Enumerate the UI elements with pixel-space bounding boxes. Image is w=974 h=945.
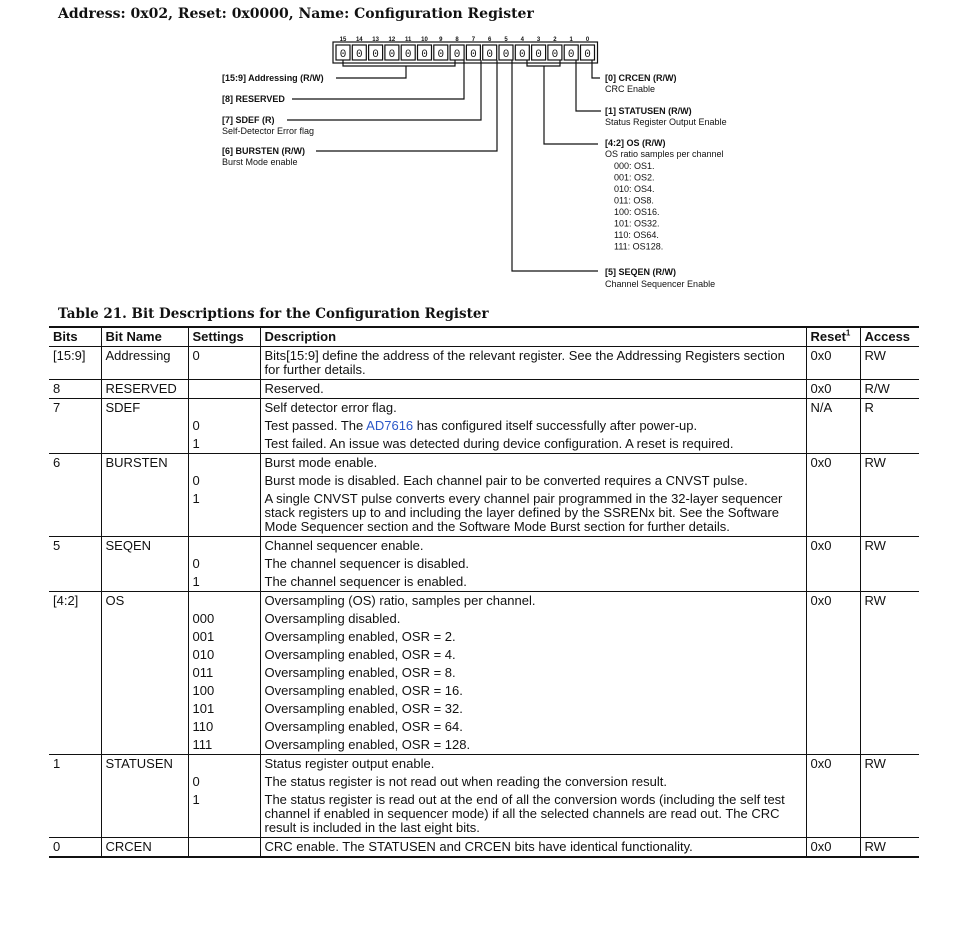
cell-bit-name: SDEF bbox=[101, 399, 188, 418]
table-row bbox=[49, 347, 919, 380]
cell-reset bbox=[806, 573, 860, 592]
desc-text: has configured itself successfully after power-up. bbox=[413, 418, 698, 433]
cell-access bbox=[860, 628, 919, 646]
cell-settings bbox=[188, 537, 260, 556]
cell-bit-name: CRCEN bbox=[101, 838, 188, 858]
cell-access bbox=[860, 573, 919, 592]
cell-bit-name bbox=[101, 718, 188, 736]
cell-settings: 101 bbox=[188, 700, 260, 718]
cell-access bbox=[860, 555, 919, 573]
col-header-access: Access bbox=[860, 327, 919, 347]
cell-bit-name bbox=[101, 573, 188, 592]
cell-bit-name bbox=[101, 682, 188, 700]
cell-reset bbox=[806, 773, 860, 791]
cell-access: RW bbox=[860, 755, 919, 774]
bit-number-label: 7 bbox=[471, 37, 476, 43]
cell-settings bbox=[188, 380, 260, 399]
cell-settings bbox=[188, 592, 260, 611]
diagram-desc-bursten: Burst Mode enable bbox=[222, 157, 298, 167]
cell-access: R bbox=[860, 399, 919, 418]
bit-value: 0 bbox=[372, 49, 379, 61]
cell-reset: 0x0 bbox=[806, 537, 860, 556]
bit-number-label: 13 bbox=[372, 37, 379, 43]
cell-access bbox=[860, 646, 919, 664]
cell-bit-name: BURSTEN bbox=[101, 454, 188, 473]
cell-bits: 1 bbox=[49, 755, 101, 774]
bit-value-boxes bbox=[333, 42, 598, 63]
cell-reset bbox=[806, 791, 860, 838]
diagram-label-os: [4:2] OS (R/W) bbox=[605, 138, 666, 148]
table-row bbox=[49, 718, 919, 736]
diagram-os-value: 011: OS8. bbox=[614, 195, 654, 206]
table-row bbox=[49, 646, 919, 664]
table-row bbox=[49, 592, 919, 611]
cell-description: The channel sequencer is disabled. bbox=[260, 555, 806, 573]
diagram-desc-sdef: Self-Detector Error flag bbox=[222, 126, 315, 136]
table-header-row bbox=[49, 327, 919, 347]
cell-access bbox=[860, 791, 919, 838]
cell-description: Oversampling enabled, OSR = 4. bbox=[260, 646, 806, 664]
cell-description: The status register is read out at the end of all the conversion words (including the self test channel if enabled in sequencer mode) if all the selected channels are read out. The CRC result is included in the last eight bits. bbox=[260, 791, 806, 838]
table-row bbox=[49, 700, 919, 718]
diagram-os-value: 110: OS64. bbox=[614, 230, 659, 240]
diagram-label-reserved: [8] RESERVED bbox=[222, 94, 285, 104]
diagram-os-values bbox=[614, 161, 663, 252]
cell-description: Oversampling enabled, OSR = 32. bbox=[260, 700, 806, 718]
cell-description: The channel sequencer is enabled. bbox=[260, 573, 806, 592]
cell-settings: 110 bbox=[188, 718, 260, 736]
cell-bits bbox=[49, 610, 101, 628]
cell-bits bbox=[49, 435, 101, 454]
cell-settings: 010 bbox=[188, 646, 260, 664]
cell-description: Burst mode is disabled. Each channel pair to be converted requires a CNVST pulse. bbox=[260, 472, 806, 490]
col-header-bit-name: Bit Name bbox=[101, 327, 188, 347]
cell-reset: 0x0 bbox=[806, 380, 860, 399]
cell-access bbox=[860, 700, 919, 718]
col-header-reset: Reset$^1$ bbox=[806, 327, 860, 347]
bit-number-label: 1 bbox=[569, 37, 573, 43]
bit-value: 0 bbox=[355, 49, 363, 61]
cell-reset: N/A bbox=[806, 399, 860, 418]
bit-number-label: 12 bbox=[388, 37, 396, 43]
cell-description: Oversampling enabled, OSR = 128. bbox=[260, 736, 806, 755]
cell-description: Oversampling enabled, OSR = 16. bbox=[260, 682, 806, 700]
table-row bbox=[49, 555, 919, 573]
cell-bit-name bbox=[101, 472, 188, 490]
cell-description: Channel sequencer enable. bbox=[260, 537, 806, 556]
table-row bbox=[49, 736, 919, 755]
table-row bbox=[49, 773, 919, 791]
table-row bbox=[49, 664, 919, 682]
cell-description: Burst mode enable. bbox=[260, 454, 806, 473]
cell-bits bbox=[49, 682, 101, 700]
cell-bits bbox=[49, 664, 101, 682]
bit-value: 0 bbox=[470, 49, 477, 61]
bit-value: 0 bbox=[518, 49, 526, 61]
cell-bit-name bbox=[101, 664, 188, 682]
cell-access: RW bbox=[860, 537, 919, 556]
cell-settings: 0 bbox=[188, 472, 260, 490]
table-row bbox=[49, 628, 919, 646]
bit-number-label: 15 bbox=[339, 37, 347, 43]
cell-bit-name: Addressing bbox=[101, 347, 188, 380]
bit-value: 0 bbox=[502, 49, 510, 61]
table-row bbox=[49, 472, 919, 490]
cell-bit-name bbox=[101, 628, 188, 646]
cell-reset bbox=[806, 682, 860, 700]
cell-bit-name bbox=[101, 490, 188, 537]
cell-reset bbox=[806, 490, 860, 537]
table-row bbox=[49, 610, 919, 628]
cell-bits bbox=[49, 490, 101, 537]
cell-bit-name: SEQEN bbox=[101, 537, 188, 556]
cell-access: RW bbox=[860, 838, 919, 858]
reset-footnote-marker: 1 bbox=[845, 328, 851, 338]
cell-description: A single CNVST pulse converts every channel pair programmed in the 32-layer sequencer stack registers up to and including the layer defined by the SSRENx bit. See the Software Mode Sequencer section and the Software Mode Burst section for further details. bbox=[260, 490, 806, 537]
cell-settings: 1 bbox=[188, 791, 260, 838]
bit-number-label: 3 bbox=[536, 37, 541, 43]
cell-settings: 000 bbox=[188, 610, 260, 628]
cell-bit-name bbox=[101, 555, 188, 573]
diagram-desc-crcen: CRC Enable bbox=[605, 84, 656, 94]
cell-settings: 0 bbox=[188, 555, 260, 573]
bit-value: 0 bbox=[486, 49, 494, 61]
cell-access bbox=[860, 773, 919, 791]
cell-bits: 0 bbox=[49, 838, 101, 858]
cell-bit-name bbox=[101, 610, 188, 628]
diagram-os-value: 001: OS2. bbox=[614, 172, 655, 183]
cell-reset bbox=[806, 736, 860, 755]
ad7616-link[interactable]: AD7616 bbox=[366, 418, 414, 433]
table-row bbox=[49, 791, 919, 838]
cell-description: Test failed. An issue was detected during device configuration. A reset is required. bbox=[260, 435, 806, 454]
cell-settings: 1 bbox=[188, 435, 260, 454]
register-bitfield-diagram bbox=[0, 0, 974, 305]
cell-bit-name bbox=[101, 417, 188, 435]
cell-settings: 0 bbox=[188, 773, 260, 791]
cell-access bbox=[860, 610, 919, 628]
cell-reset bbox=[806, 435, 860, 454]
cell-reset bbox=[806, 718, 860, 736]
cell-reset bbox=[806, 610, 860, 628]
table-row bbox=[49, 573, 919, 592]
cell-bits bbox=[49, 700, 101, 718]
cell-bit-name bbox=[101, 791, 188, 838]
cell-description: Self detector error flag. bbox=[260, 399, 806, 418]
cell-bit-name: OS bbox=[101, 592, 188, 611]
cell-access bbox=[860, 417, 919, 435]
cell-bits bbox=[49, 472, 101, 490]
cell-bits bbox=[49, 646, 101, 664]
cell-access bbox=[860, 472, 919, 490]
cell-bits: 6 bbox=[49, 454, 101, 473]
cell-access bbox=[860, 490, 919, 537]
table-row bbox=[49, 682, 919, 700]
bit-value: 0 bbox=[404, 49, 412, 61]
bit-number-label: 6 bbox=[488, 37, 492, 43]
cell-settings: 011 bbox=[188, 664, 260, 682]
diagram-label-crcen: [0] CRCEN (R/W) bbox=[605, 73, 677, 83]
cell-reset: 0x0 bbox=[806, 755, 860, 774]
cell-reset bbox=[806, 700, 860, 718]
table-row bbox=[49, 399, 919, 418]
bit-value: 0 bbox=[339, 49, 347, 61]
cell-reset bbox=[806, 628, 860, 646]
diagram-os-value: 100: OS16. bbox=[614, 207, 660, 217]
cell-access bbox=[860, 718, 919, 736]
cell-reset: 0x0 bbox=[806, 454, 860, 473]
bit-value: 0 bbox=[388, 49, 396, 61]
cell-settings bbox=[188, 838, 260, 858]
bit-number-label: 2 bbox=[553, 37, 557, 43]
cell-description: Reserved. bbox=[260, 380, 806, 399]
cell-bit-name bbox=[101, 736, 188, 755]
cell-description: The status register is not read out when reading the conversion result. bbox=[260, 773, 806, 791]
cell-description bbox=[260, 417, 806, 435]
bit-number-label: 11 bbox=[405, 37, 412, 43]
cell-access: RW bbox=[860, 454, 919, 473]
table-row bbox=[49, 454, 919, 473]
cell-access: RW bbox=[860, 592, 919, 611]
diagram-label-bursten: [6] BURSTEN (R/W) bbox=[222, 146, 305, 156]
cell-reset bbox=[806, 555, 860, 573]
desc-text: Test passed. The bbox=[264, 418, 367, 433]
bit-value: 0 bbox=[551, 49, 559, 61]
cell-access bbox=[860, 435, 919, 454]
cell-settings: 0 bbox=[188, 347, 260, 380]
bit-value: 0 bbox=[437, 49, 445, 61]
table-row bbox=[49, 838, 919, 858]
cell-bits bbox=[49, 736, 101, 755]
cell-access: R/W bbox=[860, 380, 919, 399]
diagram-label-addressing: [15:9] Addressing (R/W) bbox=[222, 73, 324, 83]
bit-number-label: 5 bbox=[504, 37, 508, 43]
cell-description: Oversampling enabled, OSR = 8. bbox=[260, 664, 806, 682]
cell-description: CRC enable. The STATUSEN and CRCEN bits have identical functionality. bbox=[260, 838, 806, 858]
cell-reset: 0x0 bbox=[806, 347, 860, 380]
cell-access: RW bbox=[860, 347, 919, 380]
cell-bits bbox=[49, 555, 101, 573]
cell-description: Oversampling (OS) ratio, samples per channel. bbox=[260, 592, 806, 611]
diagram-label-statusen: [1] STATUSEN (R/W) bbox=[605, 106, 692, 116]
cell-bits bbox=[49, 791, 101, 838]
cell-settings bbox=[188, 399, 260, 418]
bit-number-label: 0 bbox=[585, 37, 590, 43]
cell-bit-name: RESERVED bbox=[101, 380, 188, 399]
table-row bbox=[49, 417, 919, 435]
cell-reset bbox=[806, 417, 860, 435]
table-row bbox=[49, 537, 919, 556]
bit-value: 0 bbox=[584, 49, 591, 61]
cell-bits: 8 bbox=[49, 380, 101, 399]
bit-number-label: 14 bbox=[355, 37, 363, 43]
cell-bit-name bbox=[101, 700, 188, 718]
cell-bit-name bbox=[101, 435, 188, 454]
cell-bits bbox=[49, 417, 101, 435]
bit-number-label: 4 bbox=[520, 37, 524, 43]
diagram-label-sdef: [7] SDEF (R) bbox=[222, 115, 275, 125]
col-header-settings: Settings bbox=[188, 327, 260, 347]
cell-settings: 111 bbox=[188, 736, 260, 755]
cell-bits: 7 bbox=[49, 399, 101, 418]
cell-bits bbox=[49, 773, 101, 791]
bit-value: 0 bbox=[453, 49, 461, 61]
col-header-description: Description bbox=[260, 327, 806, 347]
cell-access bbox=[860, 664, 919, 682]
bit-number-label: 8 bbox=[455, 37, 459, 43]
cell-bits bbox=[49, 628, 101, 646]
cell-description: Oversampling enabled, OSR = 2. bbox=[260, 628, 806, 646]
table-row bbox=[49, 380, 919, 399]
cell-access bbox=[860, 736, 919, 755]
bit-number-label: 10 bbox=[421, 37, 428, 43]
cell-reset: 0x0 bbox=[806, 838, 860, 858]
cell-settings bbox=[188, 454, 260, 473]
table-caption: Table 21. Bit Descriptions for the Configuration Register bbox=[58, 306, 489, 322]
cell-reset: 0x0 bbox=[806, 592, 860, 611]
cell-bit-name bbox=[101, 773, 188, 791]
cell-description: Oversampling disabled. bbox=[260, 610, 806, 628]
cell-bit-name bbox=[101, 646, 188, 664]
cell-settings: 1 bbox=[188, 573, 260, 592]
cell-reset bbox=[806, 472, 860, 490]
cell-bits: [4:2] bbox=[49, 592, 101, 611]
bit-descriptions-table bbox=[49, 326, 919, 858]
cell-description: Bits[15:9] define the address of the relevant register. See the Addressing Registers section for further details. bbox=[260, 347, 806, 380]
cell-settings: 100 bbox=[188, 682, 260, 700]
cell-bit-name: STATUSEN bbox=[101, 755, 188, 774]
cell-description: Oversampling enabled, OSR = 64. bbox=[260, 718, 806, 736]
diagram-os-value: 010: OS4. bbox=[614, 184, 655, 194]
diagram-label-seqen: [5] SEQEN (R/W) bbox=[605, 267, 676, 277]
diagram-os-value: 111: OS128. bbox=[614, 241, 664, 252]
bit-value: 0 bbox=[567, 49, 575, 61]
cell-description: Status register output enable. bbox=[260, 755, 806, 774]
diagram-desc-seqen: Channel Sequencer Enable bbox=[605, 279, 716, 289]
cell-settings: 0 bbox=[188, 417, 260, 435]
cell-settings bbox=[188, 755, 260, 774]
table-row bbox=[49, 435, 919, 454]
bit-value: 0 bbox=[421, 49, 428, 61]
cell-bits bbox=[49, 718, 101, 736]
cell-bits: 5 bbox=[49, 537, 101, 556]
register-header: Address: 0x02, Reset: 0x0000, Name: Configuration Register bbox=[58, 6, 534, 22]
cell-reset bbox=[806, 646, 860, 664]
table-row bbox=[49, 490, 919, 537]
bitfield-connectors bbox=[287, 60, 601, 271]
cell-settings: 1 bbox=[188, 490, 260, 537]
cell-reset bbox=[806, 664, 860, 682]
table-row bbox=[49, 755, 919, 774]
cell-access bbox=[860, 682, 919, 700]
diagram-os-value: 101: OS32. bbox=[614, 218, 660, 229]
diagram-desc-statusen: Status Register Output Enable bbox=[605, 117, 727, 127]
cell-settings: 001 bbox=[188, 628, 260, 646]
col-header-bits: Bits bbox=[49, 327, 101, 347]
bit-number-label: 9 bbox=[439, 37, 443, 43]
bit-value: 0 bbox=[535, 49, 542, 61]
diagram-desc-os: OS ratio samples per channel bbox=[605, 149, 724, 159]
cell-bits bbox=[49, 573, 101, 592]
diagram-os-value: 000: OS1. bbox=[614, 161, 655, 171]
cell-bits: [15:9] bbox=[49, 347, 101, 380]
